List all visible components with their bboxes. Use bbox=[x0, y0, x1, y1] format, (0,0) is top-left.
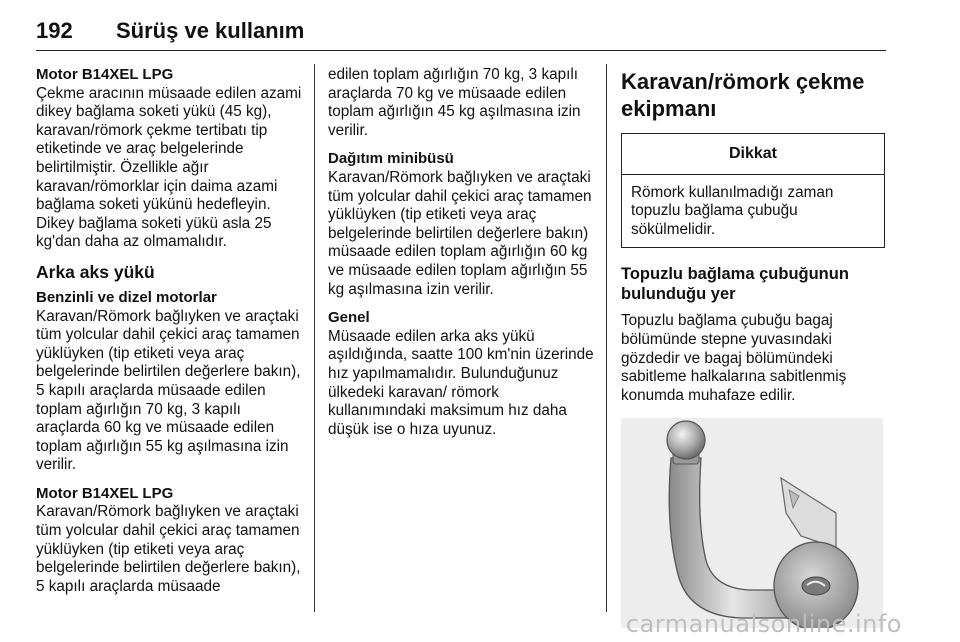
notice-heading: Dikkat bbox=[622, 134, 884, 175]
notice-body: Römork kullanılmadığı zaman topuzlu bağlama çubuğu sökülmelidir. bbox=[631, 183, 834, 238]
general-paragraph: Müsaade edilen arka aks yükü aşıldığında, saatte 100 km'nin üzerinde hız yapılmamalıdır. Bulunduğunuz ülkedeki karavan/ römork kullanımındaki maksimum hız daha düşük ise o hıza uyunuz. bbox=[328, 327, 594, 438]
storage-title: Topuzlu bağlama çubuğunun bulunduğu yer bbox=[621, 265, 849, 304]
watermark: carmanualsonline.info bbox=[625, 610, 902, 638]
column-divider bbox=[606, 64, 607, 612]
lpg2-paragraph: Karavan/Römork bağlıyken ve araçtaki tüm yolcular dahil çekici araç tamamen yüklüyken (tip etiketi veya araç belgelerinde belirtilen değerlere bakın), 5 kapılı araçlarda müsaade bbox=[36, 503, 301, 595]
continued-paragraph: edilen toplam ağırlığın 70 kg, 3 kapılı araçlarda 70 kg ve müsaade edilen toplam ağırlığın 45 kg aşılmasına izin verilir. bbox=[328, 66, 581, 139]
rear-axle-title: Arka aks yükü bbox=[36, 261, 155, 282]
minibus-heading: Dağıtım minibüsü bbox=[328, 150, 454, 168]
column-middle bbox=[328, 66, 598, 449]
column-divider bbox=[314, 64, 315, 612]
lpg-heading: Motor B14XEL LPG bbox=[36, 66, 174, 83]
tow-bar-illustration bbox=[621, 418, 883, 628]
storage-paragraph: Topuzlu bağlama çubuğu bagaj bölümünde stepne yuvasındaki gözdedir ve bagaj bölümündeki sabitleme halkalarına sabitlenmiş konumda muhafaze edilir. bbox=[621, 312, 847, 404]
lpg-paragraph: Çekme aracının müsaade edilen azami dikey bağlama soketi yükü (45 kg), karavan/römork çekme tertibatı tip etiketinde ve araç belgelerinde belirtilmiştir. Özellikle ağır karavan/römorklar için daima azami bağlama soketi yükünü hedefleyin. Dikey bağlama soketi yükü asla 25 kg'dan daha az olmamalıdır. bbox=[36, 84, 302, 251]
notice-box bbox=[621, 133, 885, 248]
column-left bbox=[36, 66, 306, 606]
page-header bbox=[36, 0, 886, 51]
chapter-title: Sürüş ve kullanım bbox=[116, 18, 305, 43]
towing-equipment-title: Karavan/römork çekme ekipmanı bbox=[621, 69, 865, 121]
petrol-diesel-heading: Benzinli ve dizel motorlar bbox=[36, 288, 217, 306]
lpg2-heading: Motor B14XEL LPG bbox=[36, 484, 174, 502]
column-right bbox=[621, 68, 886, 628]
tow-bar-icon bbox=[621, 418, 883, 628]
petrol-diesel-paragraph: Karavan/Römork bağlıyken ve araçtaki tüm yolcular dahil çekici araç tamamen yüklüyken (tip etiketi veya araç belgelerinde belirtilen değerlere bakın), 5 kapılı araçlarda müsaade edilen toplam ağırlığın 70 kg, 3 kapılı araçlarda 60 kg ve müsaade edilen toplam ağırlığın 55 kg aşılmasına izin verilir. bbox=[36, 307, 301, 474]
general-heading: Genel bbox=[328, 309, 370, 327]
page-number: 192 bbox=[36, 18, 73, 43]
minibus-paragraph: Karavan/Römork bağlıyken ve araçtaki tüm yolcular dahil çekici araç tamamen yüklüyken (tip etiketi veya araç belgelerinde belirtilen değerlere bakın) müsaade edilen toplam ağırlığın 60 kg ve müsaade edilen toplam ağırlığın 55 kg aşılmasına izin verilir. bbox=[328, 168, 592, 298]
